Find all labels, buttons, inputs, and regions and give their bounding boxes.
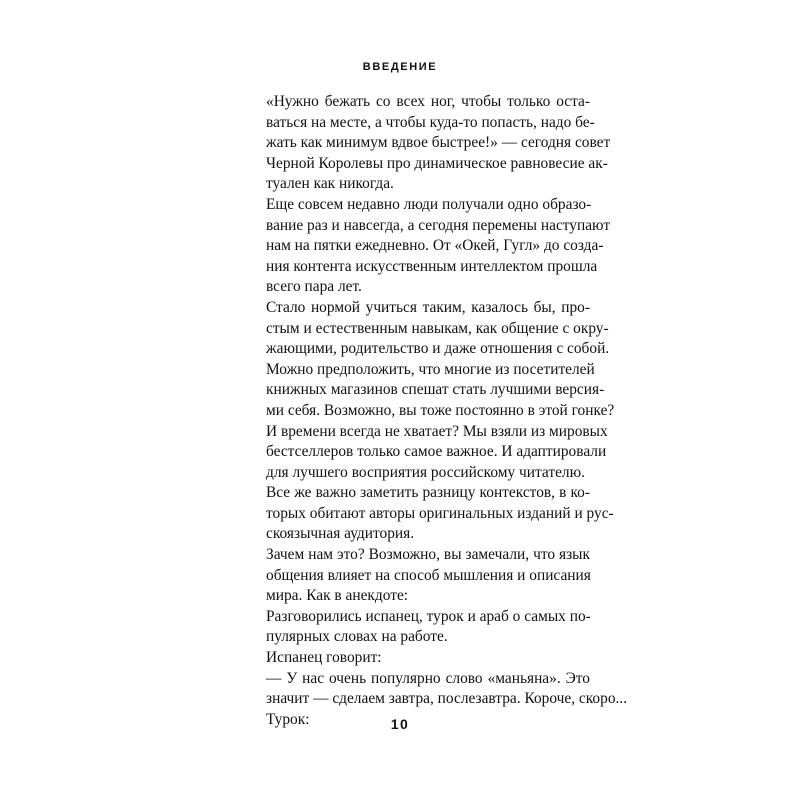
text-line: торых обитают авторы оригинальных изданий и рус- bbox=[266, 504, 614, 522]
text-line: туален как никогда. bbox=[266, 175, 394, 193]
body-text bbox=[242, 92, 628, 730]
text-line: пулярных словах на работе. bbox=[266, 628, 448, 646]
text-line: жать как минимум вдвое быстрее!» — сегодня совет bbox=[266, 134, 611, 152]
text-line: вание раз и навсегда, а сегодня перемены наступают bbox=[266, 216, 611, 234]
paragraph-3 bbox=[242, 298, 610, 360]
text-line: Черной Королевы про динамическое равновесие ак- bbox=[266, 154, 608, 172]
text-line: жающими, родительство и даже отношения с собой. bbox=[266, 340, 610, 358]
text-line: И времени всегда не хватает? Мы взяли из мировых bbox=[266, 422, 608, 440]
text-line: бестселлеров только самое важное. И адаптировали bbox=[266, 443, 607, 461]
text-line: стым и естественным навыкам, как общение с окру- bbox=[266, 319, 609, 337]
paragraph-4 bbox=[242, 360, 615, 484]
text-line: нам на пятки ежедневно. От «Окей, Гугл» до созда- bbox=[266, 237, 604, 255]
text-line: Еще совсем недавно люди получали одно образо- bbox=[266, 195, 592, 213]
paragraph-2 bbox=[242, 195, 611, 298]
text-line: Разговорились испанец, турок и араб о самых по- bbox=[266, 607, 591, 625]
paragraph-5 bbox=[242, 483, 614, 545]
text-line: Турок: bbox=[266, 710, 310, 728]
text-line: значит — сделаем завтра, послезавтра. Короче, скоро... bbox=[266, 690, 628, 708]
paragraph-1 bbox=[242, 92, 611, 195]
page-number: 10 bbox=[390, 716, 410, 732]
text-line: скоязычная аудитория. bbox=[266, 525, 415, 543]
text-line: Зачем нам это? Возможно, вы замечали, что язык bbox=[266, 546, 590, 564]
text-line: Испанец говорит: bbox=[266, 649, 382, 667]
paragraph-7 bbox=[242, 607, 590, 648]
paragraph-8 bbox=[242, 648, 590, 669]
text-line: Стало нормой учиться таким, казалось бы, про- bbox=[266, 298, 590, 316]
paragraph-6 bbox=[242, 545, 590, 607]
text-line: «Нужно бежать со всех ног, чтобы только оста- bbox=[266, 93, 590, 110]
text-line: Все же важно заметить разницу контекстов, в ко- bbox=[266, 484, 590, 502]
text-line: — У нас очень популярно слово «маньяна». Это bbox=[266, 669, 590, 687]
text-line: ваться на месте, а чтобы куда-то попасть, надо бе- bbox=[266, 113, 595, 131]
text-line: книжных магазинов спешат стать лучшими версия- bbox=[266, 381, 605, 399]
text-line: Можно предположить, что многие из посетителей bbox=[266, 360, 595, 378]
text-line: общения влияет на способ мышления и описания bbox=[266, 566, 591, 584]
running-head: ВВЕДЕНИЕ bbox=[362, 61, 438, 73]
text-line: ми себя. Возможно, вы тоже постоянно в этой гонке? bbox=[266, 401, 615, 419]
text-line: всего пара лет. bbox=[266, 278, 362, 296]
text-line: для лучшего восприятия российскому читателю. bbox=[266, 463, 585, 481]
text-line: мира. Как в анекдоте: bbox=[266, 587, 409, 605]
text-line: ния контента искусственным интеллектом прошла bbox=[266, 257, 598, 275]
paragraph-9 bbox=[242, 669, 628, 710]
